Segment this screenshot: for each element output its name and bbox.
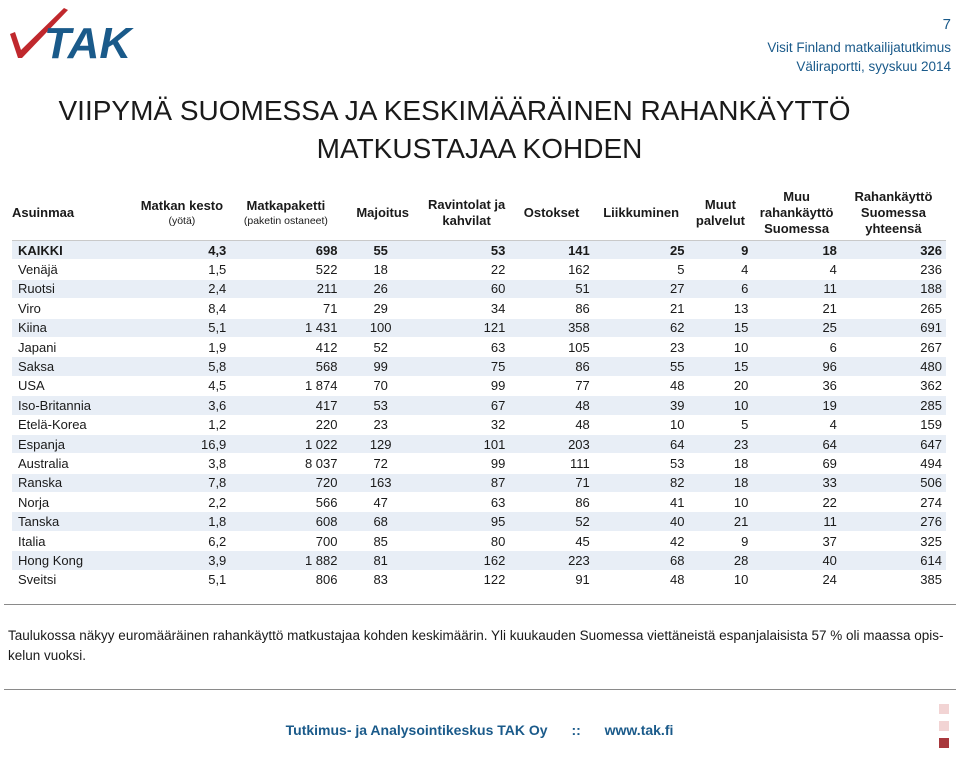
- value-cell: 3,8: [134, 454, 231, 473]
- value-cell: 18: [752, 241, 841, 260]
- value-cell: 188: [841, 279, 946, 298]
- value-cell: 48: [509, 396, 593, 415]
- country-cell: Kiina: [12, 318, 134, 337]
- footnote: Taulukossa näkyy euromääräinen rahankäyttö matkustajaa kohden keskimäärin. Yli kuukauden Suomessa viettäneistä espanjalaisista 57 % oli maassa opis-kelun vuoksi.: [8, 628, 944, 663]
- country-cell: Venäjä: [12, 260, 134, 279]
- value-cell: 21: [689, 512, 753, 531]
- footer-org: Tutkimus- ja Analysointikeskus TAK Oy: [285, 722, 548, 738]
- value-cell: 95: [424, 512, 509, 531]
- value-cell: 1 874: [230, 376, 341, 395]
- value-cell: 23: [342, 415, 424, 434]
- value-cell: 86: [509, 299, 593, 318]
- value-cell: 1 431: [230, 318, 341, 337]
- divider: [4, 689, 956, 690]
- value-cell: 358: [509, 318, 593, 337]
- footer: [0, 722, 959, 738]
- table-row: [12, 493, 946, 512]
- table-row: [12, 570, 946, 589]
- value-cell: 99: [342, 357, 424, 376]
- value-cell: 121: [424, 318, 509, 337]
- value-cell: 18: [689, 473, 753, 492]
- value-cell: 25: [594, 241, 689, 260]
- value-cell: 20: [689, 376, 753, 395]
- divider: [4, 604, 956, 605]
- value-cell: 566: [230, 493, 341, 512]
- column-header: [424, 186, 509, 241]
- value-cell: 22: [424, 260, 509, 279]
- value-cell: 15: [689, 357, 753, 376]
- value-cell: 5: [689, 415, 753, 434]
- column-header: [12, 186, 134, 241]
- value-cell: 45: [509, 531, 593, 550]
- column-header-sublabel: (yötä): [168, 215, 196, 227]
- page-number: 7: [942, 16, 951, 33]
- table-row: [12, 454, 946, 473]
- value-cell: 385: [841, 570, 946, 589]
- value-cell: 27: [594, 279, 689, 298]
- value-cell: 77: [509, 376, 593, 395]
- value-cell: 10: [689, 493, 753, 512]
- table-row: [12, 396, 946, 415]
- value-cell: 141: [509, 241, 593, 260]
- value-cell: 99: [424, 454, 509, 473]
- value-cell: 806: [230, 570, 341, 589]
- value-cell: 72: [342, 454, 424, 473]
- value-cell: 68: [594, 551, 689, 570]
- value-cell: 10: [689, 337, 753, 356]
- value-cell: 494: [841, 454, 946, 473]
- column-header-label: Muut palvelut: [695, 197, 745, 228]
- value-cell: 37: [752, 531, 841, 550]
- value-cell: 5,8: [134, 357, 231, 376]
- country-cell: Australia: [12, 454, 134, 473]
- page-title: [0, 92, 959, 168]
- value-cell: 69: [752, 454, 841, 473]
- column-header: [752, 186, 841, 241]
- column-header-label: Ostokset: [523, 205, 580, 220]
- value-cell: 24: [752, 570, 841, 589]
- value-cell: 71: [509, 473, 593, 492]
- country-cell: Norja: [12, 493, 134, 512]
- value-cell: 16,9: [134, 434, 231, 453]
- value-cell: 82: [594, 473, 689, 492]
- title-line-2: MATKUSTAJAA KOHDEN: [316, 133, 643, 164]
- spending-table: [12, 186, 946, 590]
- value-cell: 53: [342, 396, 424, 415]
- country-cell: Hong Kong: [12, 551, 134, 570]
- value-cell: 36: [752, 376, 841, 395]
- value-cell: 86: [509, 493, 593, 512]
- value-cell: 71: [230, 299, 341, 318]
- value-cell: 267: [841, 337, 946, 356]
- value-cell: 23: [689, 434, 753, 453]
- value-cell: 55: [342, 241, 424, 260]
- value-cell: 10: [689, 396, 753, 415]
- value-cell: 10: [689, 570, 753, 589]
- value-cell: 522: [230, 260, 341, 279]
- value-cell: 203: [509, 434, 593, 453]
- value-cell: 162: [509, 260, 593, 279]
- country-cell: KAIKKI: [12, 241, 134, 260]
- value-cell: 568: [230, 357, 341, 376]
- column-header: [342, 186, 424, 241]
- value-cell: 75: [424, 357, 509, 376]
- value-cell: 96: [752, 357, 841, 376]
- value-cell: 100: [342, 318, 424, 337]
- column-header-label: Rahankäyttö Suomessa yhteensä: [854, 189, 933, 236]
- value-cell: 700: [230, 531, 341, 550]
- table-row: [12, 260, 946, 279]
- value-cell: 412: [230, 337, 341, 356]
- value-cell: 647: [841, 434, 946, 453]
- column-header-label: Matkapaketti: [246, 198, 326, 213]
- value-cell: 85: [342, 531, 424, 550]
- value-cell: 4,5: [134, 376, 231, 395]
- value-cell: 25: [752, 318, 841, 337]
- tak-logo: [4, 4, 146, 64]
- value-cell: 70: [342, 376, 424, 395]
- table-row: [12, 434, 946, 453]
- value-cell: 52: [342, 337, 424, 356]
- table-row: [12, 318, 946, 337]
- value-cell: 4: [752, 260, 841, 279]
- column-header-label: Matkan kesto: [140, 198, 224, 213]
- square-icon: [939, 721, 949, 731]
- value-cell: 10: [594, 415, 689, 434]
- value-cell: 111: [509, 454, 593, 473]
- value-cell: 22: [752, 493, 841, 512]
- value-cell: 34: [424, 299, 509, 318]
- value-cell: 1,8: [134, 512, 231, 531]
- value-cell: 68: [342, 512, 424, 531]
- value-cell: 6: [752, 337, 841, 356]
- value-cell: 52: [509, 512, 593, 531]
- value-cell: 18: [342, 260, 424, 279]
- value-cell: 83: [342, 570, 424, 589]
- square-icon: [939, 738, 949, 748]
- value-cell: 29: [342, 299, 424, 318]
- value-cell: 8 037: [230, 454, 341, 473]
- value-cell: 5,1: [134, 318, 231, 337]
- value-cell: 53: [594, 454, 689, 473]
- square-icon: [939, 704, 949, 714]
- value-cell: 159: [841, 415, 946, 434]
- value-cell: 480: [841, 357, 946, 376]
- value-cell: 236: [841, 260, 946, 279]
- value-cell: 87: [424, 473, 509, 492]
- country-cell: Japani: [12, 337, 134, 356]
- country-cell: Etelä-Korea: [12, 415, 134, 434]
- value-cell: 53: [424, 241, 509, 260]
- value-cell: 276: [841, 512, 946, 531]
- value-cell: 3,9: [134, 551, 231, 570]
- table-row: [12, 415, 946, 434]
- value-cell: 32: [424, 415, 509, 434]
- value-cell: 64: [594, 434, 689, 453]
- value-cell: 21: [752, 299, 841, 318]
- value-cell: 220: [230, 415, 341, 434]
- value-cell: 11: [752, 279, 841, 298]
- value-cell: 48: [594, 376, 689, 395]
- value-cell: 1,5: [134, 260, 231, 279]
- column-header: [594, 186, 689, 241]
- value-cell: 64: [752, 434, 841, 453]
- value-cell: 13: [689, 299, 753, 318]
- country-cell: Iso-Britannia: [12, 396, 134, 415]
- decorative-squares: [939, 704, 951, 755]
- value-cell: 33: [752, 473, 841, 492]
- column-header: [841, 186, 946, 241]
- svg-text:TAK: TAK: [44, 19, 132, 64]
- value-cell: 62: [594, 318, 689, 337]
- table-body: [12, 241, 946, 590]
- country-cell: Espanja: [12, 434, 134, 453]
- value-cell: 41: [594, 493, 689, 512]
- value-cell: 2,2: [134, 493, 231, 512]
- value-cell: 105: [509, 337, 593, 356]
- value-cell: 15: [689, 318, 753, 337]
- value-cell: 265: [841, 299, 946, 318]
- value-cell: 1 022: [230, 434, 341, 453]
- value-cell: 162: [424, 551, 509, 570]
- value-cell: 48: [594, 570, 689, 589]
- value-cell: 285: [841, 396, 946, 415]
- value-cell: 6,2: [134, 531, 231, 550]
- footer-separator: ::: [571, 722, 581, 738]
- country-cell: USA: [12, 376, 134, 395]
- table-row: [12, 531, 946, 550]
- value-cell: 9: [689, 241, 753, 260]
- value-cell: 7,8: [134, 473, 231, 492]
- value-cell: 19: [752, 396, 841, 415]
- report-series: Visit Finland matkailijatutkimus: [767, 40, 951, 55]
- table-row: [12, 337, 946, 356]
- column-header: [230, 186, 341, 241]
- table-row: [12, 551, 946, 570]
- table-total-row: [12, 241, 946, 260]
- table-row: [12, 299, 946, 318]
- table-row: [12, 357, 946, 376]
- column-header-sublabel: (paketin ostaneet): [243, 215, 328, 227]
- value-cell: 67: [424, 396, 509, 415]
- value-cell: 122: [424, 570, 509, 589]
- value-cell: 91: [509, 570, 593, 589]
- value-cell: 101: [424, 434, 509, 453]
- value-cell: 4,3: [134, 241, 231, 260]
- value-cell: 325: [841, 531, 946, 550]
- value-cell: 60: [424, 279, 509, 298]
- report-header: [767, 38, 951, 76]
- column-header: [689, 186, 753, 241]
- value-cell: 21: [594, 299, 689, 318]
- value-cell: 3,6: [134, 396, 231, 415]
- value-cell: 63: [424, 493, 509, 512]
- value-cell: 608: [230, 512, 341, 531]
- value-cell: 11: [752, 512, 841, 531]
- value-cell: 23: [594, 337, 689, 356]
- value-cell: 48: [509, 415, 593, 434]
- value-cell: 720: [230, 473, 341, 492]
- value-cell: 42: [594, 531, 689, 550]
- value-cell: 40: [594, 512, 689, 531]
- footer-url-link[interactable]: www.tak.fi: [604, 722, 674, 738]
- value-cell: 1,9: [134, 337, 231, 356]
- value-cell: 6: [689, 279, 753, 298]
- value-cell: 1 882: [230, 551, 341, 570]
- value-cell: 47: [342, 493, 424, 512]
- report-edition: Väliraportti, syyskuu 2014: [796, 59, 951, 74]
- country-cell: Ranska: [12, 473, 134, 492]
- value-cell: 18: [689, 454, 753, 473]
- value-cell: 28: [689, 551, 753, 570]
- table-header-row: [12, 186, 946, 241]
- country-cell: Tanska: [12, 512, 134, 531]
- value-cell: 506: [841, 473, 946, 492]
- column-header-label: Asuinmaa: [12, 205, 75, 220]
- value-cell: 5,1: [134, 570, 231, 589]
- value-cell: 698: [230, 241, 341, 260]
- value-cell: 223: [509, 551, 593, 570]
- value-cell: 26: [342, 279, 424, 298]
- value-cell: 40: [752, 551, 841, 570]
- value-cell: 4: [689, 260, 753, 279]
- country-cell: Italia: [12, 531, 134, 550]
- table-row: [12, 473, 946, 492]
- value-cell: 614: [841, 551, 946, 570]
- column-header-label: Muu rahankäyttö Suomessa: [759, 189, 834, 236]
- value-cell: 39: [594, 396, 689, 415]
- column-header: [509, 186, 593, 241]
- value-cell: 63: [424, 337, 509, 356]
- column-header: [134, 186, 231, 241]
- country-cell: Ruotsi: [12, 279, 134, 298]
- table-row: [12, 279, 946, 298]
- value-cell: 5: [594, 260, 689, 279]
- value-cell: 362: [841, 376, 946, 395]
- value-cell: 274: [841, 493, 946, 512]
- value-cell: 8,4: [134, 299, 231, 318]
- value-cell: 9: [689, 531, 753, 550]
- value-cell: 417: [230, 396, 341, 415]
- value-cell: 55: [594, 357, 689, 376]
- table-row: [12, 376, 946, 395]
- value-cell: 1,2: [134, 415, 231, 434]
- value-cell: 80: [424, 531, 509, 550]
- value-cell: 86: [509, 357, 593, 376]
- value-cell: 81: [342, 551, 424, 570]
- country-cell: Sveitsi: [12, 570, 134, 589]
- value-cell: 326: [841, 241, 946, 260]
- title-line-1: VIIPYMÄ SUOMESSA JA KESKIMÄÄRÄINEN RAHANKÄYTTÖ: [58, 95, 851, 126]
- column-header-label: Majoitus: [356, 205, 410, 220]
- value-cell: 129: [342, 434, 424, 453]
- column-header-label: Liikkuminen: [603, 205, 680, 220]
- country-cell: Saksa: [12, 357, 134, 376]
- table-row: [12, 512, 946, 531]
- value-cell: 2,4: [134, 279, 231, 298]
- value-cell: 691: [841, 318, 946, 337]
- column-header-label: Ravintolat ja kahvilat: [427, 197, 506, 228]
- country-cell: Viro: [12, 299, 134, 318]
- value-cell: 4: [752, 415, 841, 434]
- value-cell: 211: [230, 279, 341, 298]
- value-cell: 51: [509, 279, 593, 298]
- value-cell: 163: [342, 473, 424, 492]
- value-cell: 99: [424, 376, 509, 395]
